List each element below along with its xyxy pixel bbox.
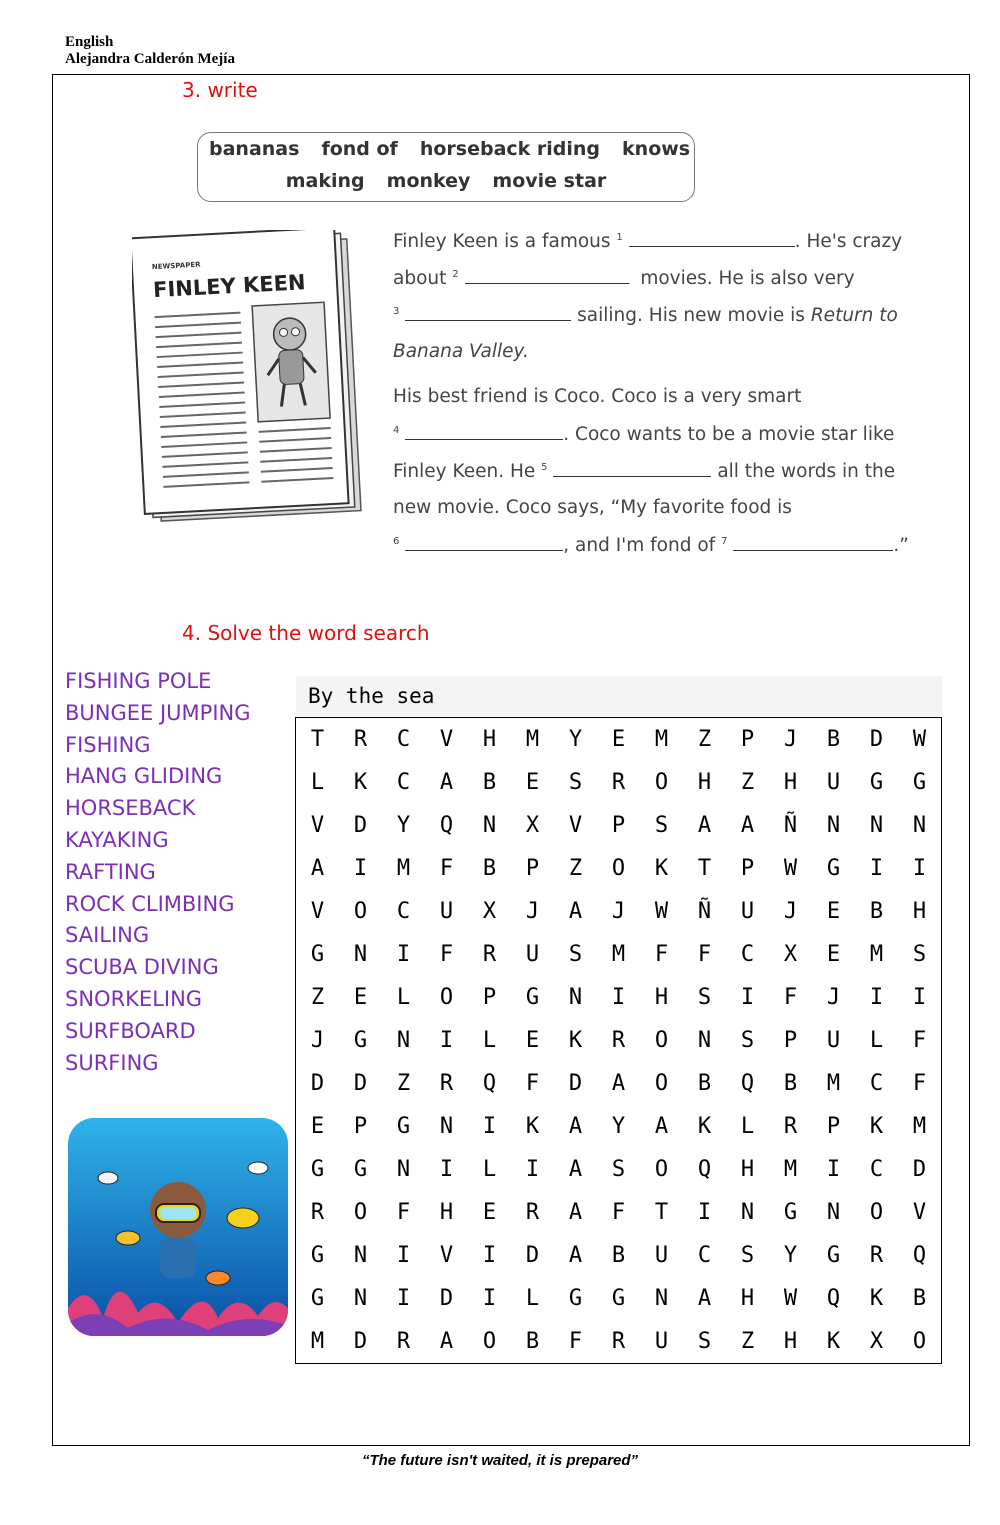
grid-cell[interactable]: Q	[826, 1286, 841, 1311]
word-list-item: SURFBOARD	[65, 1018, 196, 1043]
grid-cell[interactable]: O	[611, 856, 626, 881]
grid-cell[interactable]: P	[482, 985, 497, 1010]
grid-cell[interactable]: M	[396, 856, 411, 881]
grid-cell[interactable]: N	[654, 1286, 669, 1311]
grid-cell[interactable]: J	[310, 1028, 325, 1053]
grid-cell[interactable]: N	[353, 1286, 368, 1311]
grid-cell[interactable]: G	[568, 1286, 583, 1311]
grid-cell[interactable]: Y	[568, 727, 583, 752]
story-text: all the words in the	[717, 461, 896, 482]
grid-cell[interactable]: A	[439, 770, 454, 795]
word-list	[65, 666, 251, 1079]
grid-cell[interactable]: T	[654, 1200, 669, 1225]
blank-2[interactable]	[465, 267, 629, 284]
word-list-item: BUNGEE JUMPING	[65, 700, 251, 725]
grid-cell[interactable]: D	[869, 727, 884, 752]
grid-cell[interactable]: G	[310, 1286, 325, 1311]
grid-cell[interactable]: G	[353, 1157, 368, 1182]
grid-cell[interactable]: P	[826, 1114, 841, 1139]
grid-cell[interactable]: Z	[568, 856, 583, 881]
word-bank-item: knows	[622, 138, 691, 160]
word-list-item: SAILING	[65, 923, 150, 948]
grid-cell[interactable]: R	[611, 1329, 626, 1354]
grid-cell[interactable]: I	[482, 1243, 497, 1268]
grid-cell[interactable]: F	[568, 1329, 583, 1354]
puzzle-header	[296, 676, 942, 716]
story-text: . Coco wants to be a movie star like	[563, 424, 895, 445]
grid-cell[interactable]: A	[568, 1243, 583, 1268]
grid-cell[interactable]: Z	[740, 1329, 755, 1354]
blank-6[interactable]	[405, 534, 563, 551]
grid-cell[interactable]: S	[740, 1243, 755, 1268]
grid-cell[interactable]: D	[310, 1071, 325, 1096]
grid-cell[interactable]: H	[482, 727, 497, 752]
grid-cell[interactable]: N	[697, 1028, 712, 1053]
grid-cell[interactable]: U	[826, 770, 841, 795]
grid-cell[interactable]: V	[310, 899, 325, 924]
grid-cell[interactable]: X	[525, 813, 540, 838]
word-list-item: HANG GLIDING	[65, 764, 223, 789]
blank-number: 2	[452, 268, 459, 280]
blank-1[interactable]	[629, 230, 795, 247]
grid-cell[interactable]: C	[396, 899, 411, 924]
story-text: Finley Keen is a famous	[393, 231, 611, 252]
grid-cell[interactable]: V	[439, 1243, 454, 1268]
grid-cell[interactable]: Q	[482, 1071, 497, 1096]
grid-cell[interactable]: Y	[783, 1243, 798, 1268]
newspaper-masthead: NEWSPAPER	[151, 260, 201, 272]
grid-cell[interactable]: B	[783, 1071, 798, 1096]
grid-cell[interactable]: V	[310, 813, 325, 838]
word-list-item: SURFING	[65, 1050, 159, 1075]
grid-cell[interactable]: A	[568, 899, 583, 924]
story-text: His best friend is Coco. Coco is a very smart	[393, 386, 802, 407]
grid-cell[interactable]: D	[439, 1286, 454, 1311]
grid-cell[interactable]: S	[697, 1329, 712, 1354]
grid-cell[interactable]: F	[912, 1028, 927, 1053]
grid-cell[interactable]: G	[310, 1157, 325, 1182]
grid-cell[interactable]: G	[869, 770, 884, 795]
worksheet-header	[65, 34, 235, 68]
grid-cell[interactable]: W	[912, 727, 927, 752]
grid-cell[interactable]: I	[740, 985, 755, 1010]
grid-cell[interactable]: A	[568, 1200, 583, 1225]
grid-cell[interactable]: Ñ	[783, 813, 798, 838]
grid-cell[interactable]: F	[396, 1200, 411, 1225]
grid-cell[interactable]: A	[568, 1157, 583, 1182]
puzzle-title: By the sea	[308, 684, 435, 708]
grid-cell[interactable]: A	[611, 1071, 626, 1096]
grid-cell[interactable]: B	[826, 727, 841, 752]
grid-cell[interactable]: L	[869, 1028, 884, 1053]
grid-cell[interactable]: D	[912, 1157, 927, 1182]
grid-cell[interactable]: S	[611, 1157, 626, 1182]
word-list-item: FISHING POLE	[65, 669, 212, 693]
grid-cell[interactable]: U	[439, 899, 454, 924]
grid-cell[interactable]: O	[654, 770, 669, 795]
grid-cell[interactable]: N	[740, 1200, 755, 1225]
grid-cell[interactable]: U	[826, 1028, 841, 1053]
word-bank-item: bananas	[209, 138, 300, 160]
grid-cell[interactable]: E	[826, 899, 841, 924]
grid-cell[interactable]: K	[568, 1028, 583, 1053]
grid-cell[interactable]: Y	[611, 1114, 626, 1139]
story-text: movies. He is also very	[640, 268, 855, 289]
grid-cell[interactable]: A	[740, 813, 755, 838]
grid-cell[interactable]: Q	[697, 1157, 712, 1182]
grid-cell[interactable]: I	[611, 985, 626, 1010]
grid-cell[interactable]: R	[310, 1200, 325, 1225]
grid-cell[interactable]: D	[353, 1329, 368, 1354]
grid-cell[interactable]: N	[826, 813, 841, 838]
grid-cell[interactable]: R	[482, 942, 497, 967]
grid-cell[interactable]: G	[310, 942, 325, 967]
grid-cell[interactable]: V	[439, 727, 454, 752]
grid-cell[interactable]: I	[482, 1286, 497, 1311]
grid-cell[interactable]: P	[740, 727, 755, 752]
grid-cell[interactable]: J	[783, 727, 798, 752]
grid-cell[interactable]: V	[912, 1200, 927, 1225]
grid-cell[interactable]: M	[310, 1329, 325, 1354]
grid-cell[interactable]: Q	[740, 1071, 755, 1096]
grid-cell[interactable]: N	[568, 985, 583, 1010]
blank-number: 6	[393, 535, 400, 547]
grid-cell[interactable]: U	[654, 1329, 669, 1354]
grid-cell[interactable]: O	[439, 985, 454, 1010]
grid-cell[interactable]: X	[783, 942, 798, 967]
movie-title-text: Banana Valley.	[393, 341, 529, 362]
grid-cell[interactable]: O	[912, 1329, 927, 1354]
grid-cell[interactable]: A	[697, 1286, 712, 1311]
grid-cell[interactable]: Y	[396, 813, 411, 838]
grid-cell[interactable]: O	[353, 899, 368, 924]
grid-cell[interactable]: D	[568, 1071, 583, 1096]
grid-cell[interactable]: B	[482, 770, 497, 795]
grid-cell[interactable]: R	[611, 770, 626, 795]
grid-cell[interactable]: G	[826, 1243, 841, 1268]
grid-cell[interactable]: B	[525, 1329, 540, 1354]
story-text: new movie. Coco says, “My favorite food is	[393, 497, 792, 518]
grid-cell[interactable]: G	[396, 1114, 411, 1139]
grid-cell[interactable]: H	[912, 899, 927, 924]
grid-cell[interactable]: A	[697, 813, 712, 838]
grid-cell[interactable]: L	[525, 1286, 540, 1311]
grid-cell[interactable]: G	[783, 1200, 798, 1225]
grid-cell[interactable]: I	[482, 1114, 497, 1139]
grid-cell[interactable]: N	[482, 813, 497, 838]
grid-cell[interactable]: L	[740, 1114, 755, 1139]
grid-cell[interactable]: U	[525, 942, 540, 967]
grid-cell[interactable]: F	[783, 985, 798, 1010]
story-text: . He's crazy	[794, 231, 903, 252]
word-bank-row-2	[198, 170, 694, 192]
grid-cell[interactable]: P	[525, 856, 540, 881]
grid-cell[interactable]: K	[826, 1329, 841, 1354]
grid-cell[interactable]: Z	[740, 770, 755, 795]
word-bank-item: movie star	[492, 170, 607, 192]
blank-number: 5	[541, 461, 548, 473]
grid-cell[interactable]: S	[697, 985, 712, 1010]
grid-cell[interactable]: Q	[912, 1243, 927, 1268]
grid-cell[interactable]: H	[654, 985, 669, 1010]
grid-cell[interactable]: I	[396, 942, 411, 967]
grid-cell[interactable]: H	[740, 1286, 755, 1311]
grid-cell[interactable]: N	[353, 942, 368, 967]
grid-cell[interactable]: B	[482, 856, 497, 881]
word-bank-item: monkey	[386, 170, 471, 192]
blank-5[interactable]	[553, 460, 711, 477]
grid-cell[interactable]: G	[611, 1286, 626, 1311]
grid-cell[interactable]: N	[439, 1114, 454, 1139]
grid-cell[interactable]: E	[611, 727, 626, 752]
grid-cell[interactable]: F	[439, 856, 454, 881]
grid-cell[interactable]: X	[482, 899, 497, 924]
grid-cell[interactable]: W	[783, 1286, 798, 1311]
grid-cell[interactable]: A	[654, 1114, 669, 1139]
grid-cell[interactable]: J	[525, 899, 540, 924]
word-search-grid	[295, 717, 942, 1364]
grid-cell[interactable]: N	[353, 1243, 368, 1268]
word-list-item: ROCK CLIMBING	[65, 891, 235, 916]
grid-cell[interactable]: C	[396, 727, 411, 752]
grid-cell[interactable]: O	[869, 1200, 884, 1225]
grid-cell[interactable]: O	[482, 1329, 497, 1354]
grid-cell[interactable]: S	[654, 813, 669, 838]
grid-cell[interactable]: F	[439, 942, 454, 967]
grid-cell[interactable]: R	[869, 1243, 884, 1268]
word-bank-item: horseback riding	[419, 138, 601, 160]
grid-cell[interactable]: G	[912, 770, 927, 795]
grid-cell[interactable]: P	[611, 813, 626, 838]
blank-4[interactable]	[405, 423, 563, 440]
grid-cell[interactable]: I	[869, 856, 884, 881]
grid-cell[interactable]: O	[654, 1071, 669, 1096]
grid-cell[interactable]: K	[869, 1114, 884, 1139]
grid-cell[interactable]: P	[353, 1114, 368, 1139]
grid-cell[interactable]: H	[783, 770, 798, 795]
grid-cell[interactable]: E	[826, 942, 841, 967]
grid-cell[interactable]: U	[654, 1243, 669, 1268]
grid-cell[interactable]: R	[353, 727, 368, 752]
grid-cell[interactable]: O	[353, 1200, 368, 1225]
grid-cell[interactable]: Q	[439, 813, 454, 838]
story-text: , and I'm fond of	[563, 535, 716, 556]
grid-cell[interactable]: Z	[396, 1071, 411, 1096]
grid-cell[interactable]: R	[439, 1071, 454, 1096]
grid-cell[interactable]: D	[353, 813, 368, 838]
subject-label: English	[65, 34, 114, 50]
word-bank-item: fond of	[321, 138, 398, 160]
blank-number: 1	[616, 231, 623, 243]
grid-cell[interactable]: W	[783, 856, 798, 881]
blank-3[interactable]	[405, 304, 571, 321]
story-text: Finley Keen. He	[393, 461, 536, 482]
grid-cell[interactable]: F	[654, 942, 669, 967]
grid-cell[interactable]: E	[525, 1028, 540, 1053]
word-list-item: KAYAKING	[65, 827, 169, 852]
grid-cell[interactable]: K	[869, 1286, 884, 1311]
grid-cell[interactable]: B	[611, 1243, 626, 1268]
snorkeling-illustration	[68, 1118, 288, 1336]
story-text: sailing. His new movie is	[577, 305, 805, 326]
grid-cell[interactable]: Z	[310, 985, 325, 1010]
grid-cell[interactable]: K	[697, 1114, 712, 1139]
grid-cell[interactable]: M	[826, 1071, 841, 1096]
word-bank-row-1	[198, 138, 694, 160]
grid-cell[interactable]: C	[697, 1243, 712, 1268]
grid-cell[interactable]: S	[568, 942, 583, 967]
grid-cell[interactable]: J	[783, 899, 798, 924]
grid-cell[interactable]: T	[310, 727, 325, 752]
section-3-title: 3. write	[182, 78, 258, 102]
author-name: Alejandra Calderón Mejía	[65, 51, 235, 67]
section-4-title: 4. Solve the word search	[182, 621, 430, 645]
grid-cell[interactable]: K	[654, 856, 669, 881]
grid-cell[interactable]: J	[826, 985, 841, 1010]
grid-cell[interactable]: L	[482, 1157, 497, 1182]
grid-cell[interactable]: O	[654, 1157, 669, 1182]
blank-number: 4	[393, 424, 400, 436]
word-bank-item: making	[285, 170, 365, 192]
grid-cell[interactable]: K	[353, 770, 368, 795]
grid-cell[interactable]: G	[525, 985, 540, 1010]
grid-cell[interactable]: W	[654, 899, 669, 924]
grid-cell[interactable]: I	[697, 1200, 712, 1225]
grid-cell[interactable]: R	[396, 1329, 411, 1354]
grid-cell[interactable]: Ñ	[697, 899, 712, 924]
grid-cell[interactable]: F	[697, 942, 712, 967]
grid-cell[interactable]: I	[396, 1286, 411, 1311]
grid-cell[interactable]: I	[439, 1028, 454, 1053]
grid-cell[interactable]: M	[869, 942, 884, 967]
grid-cell[interactable]: H	[439, 1200, 454, 1225]
grid-cell[interactable]: R	[783, 1114, 798, 1139]
grid-cell[interactable]: F	[611, 1200, 626, 1225]
grid-cell[interactable]: I	[912, 856, 927, 881]
word-list-item: SCUBA DIVING	[65, 955, 219, 980]
grid-cell[interactable]: N	[869, 813, 884, 838]
story-text: .”	[893, 535, 909, 556]
grid-cell[interactable]: I	[826, 1157, 841, 1182]
grid-cell[interactable]: C	[869, 1157, 884, 1182]
grid-cell[interactable]: A	[568, 1114, 583, 1139]
grid-cell[interactable]: K	[525, 1114, 540, 1139]
grid-cell[interactable]: I	[912, 985, 927, 1010]
word-list-item: HORSEBACK	[65, 796, 196, 821]
grid-cell[interactable]: G	[310, 1243, 325, 1268]
grid-cell[interactable]: H	[697, 770, 712, 795]
grid-cell[interactable]: B	[869, 899, 884, 924]
grid-cell[interactable]: I	[353, 856, 368, 881]
grid-cell[interactable]: E	[353, 985, 368, 1010]
grid-cell[interactable]: P	[783, 1028, 798, 1053]
blank-number: 3	[393, 305, 400, 317]
grid-cell[interactable]: G	[826, 856, 841, 881]
grid-cell[interactable]: H	[740, 1157, 755, 1182]
grid-cell[interactable]: V	[568, 813, 583, 838]
grid-cell[interactable]: A	[439, 1329, 454, 1354]
grid-cell[interactable]: U	[740, 899, 755, 924]
blank-7[interactable]	[733, 534, 893, 551]
movie-title-text: Return to	[810, 305, 898, 326]
grid-cell[interactable]: F	[525, 1071, 540, 1096]
grid-cell[interactable]: E	[525, 770, 540, 795]
grid-cell[interactable]: R	[611, 1028, 626, 1053]
grid-cell[interactable]: I	[525, 1157, 540, 1182]
grid-cell[interactable]: J	[611, 899, 626, 924]
grid-cell[interactable]: N	[396, 1028, 411, 1053]
grid-cell[interactable]: D	[525, 1243, 540, 1268]
grid-cell[interactable]: N	[396, 1157, 411, 1182]
grid-cell[interactable]: B	[697, 1071, 712, 1096]
grid-cell[interactable]: O	[654, 1028, 669, 1053]
grid-cell[interactable]: I	[396, 1243, 411, 1268]
word-list-item: FISHING	[65, 732, 151, 757]
grid-cell[interactable]: M	[783, 1157, 798, 1182]
grid-cell[interactable]: B	[912, 1286, 927, 1311]
grid-cell[interactable]: P	[740, 856, 755, 881]
grid-cell[interactable]: M	[611, 942, 626, 967]
grid-cell[interactable]: I	[869, 985, 884, 1010]
newspaper-headline: FINLEY KEEN	[152, 270, 307, 303]
grid-cell[interactable]: F	[912, 1071, 927, 1096]
grid-cell[interactable]: M	[525, 727, 540, 752]
grid-cell[interactable]: E	[482, 1200, 497, 1225]
grid-cell[interactable]: S	[568, 770, 583, 795]
newspaper-illustration	[132, 230, 377, 530]
grid-cell[interactable]: I	[439, 1157, 454, 1182]
grid-cell[interactable]: E	[310, 1114, 325, 1139]
word-list-item: RAFTING	[65, 859, 156, 884]
word-list-item: SNORKELING	[65, 986, 203, 1011]
grid-cell[interactable]: N	[826, 1200, 841, 1225]
grid-cell[interactable]: L	[396, 985, 411, 1010]
story-text: about	[393, 268, 447, 289]
grid-cell[interactable]: R	[525, 1200, 540, 1225]
footer-quote: “The future isn't waited, it is prepared”	[361, 1452, 639, 1469]
grid-cell[interactable]: N	[912, 813, 927, 838]
grid-cell[interactable]: G	[353, 1028, 368, 1053]
grid-cell[interactable]: L	[310, 770, 325, 795]
grid-cell[interactable]: A	[310, 856, 325, 881]
grid-cell[interactable]: C	[740, 942, 755, 967]
blank-number: 7	[721, 535, 728, 547]
grid-cell[interactable]: L	[482, 1028, 497, 1053]
grid-cell[interactable]: T	[697, 856, 712, 881]
grid-cell[interactable]: Z	[697, 727, 712, 752]
grid-cell[interactable]: X	[869, 1329, 884, 1354]
grid-cell[interactable]: D	[353, 1071, 368, 1096]
grid-cell[interactable]: C	[396, 770, 411, 795]
grid-cell[interactable]: S	[912, 942, 927, 967]
grid-cell[interactable]: S	[740, 1028, 755, 1053]
word-bank	[197, 132, 695, 202]
grid-cell[interactable]: C	[869, 1071, 884, 1096]
grid-cell[interactable]: M	[912, 1114, 927, 1139]
grid-cell[interactable]: M	[654, 727, 669, 752]
grid-cell[interactable]: H	[783, 1329, 798, 1354]
